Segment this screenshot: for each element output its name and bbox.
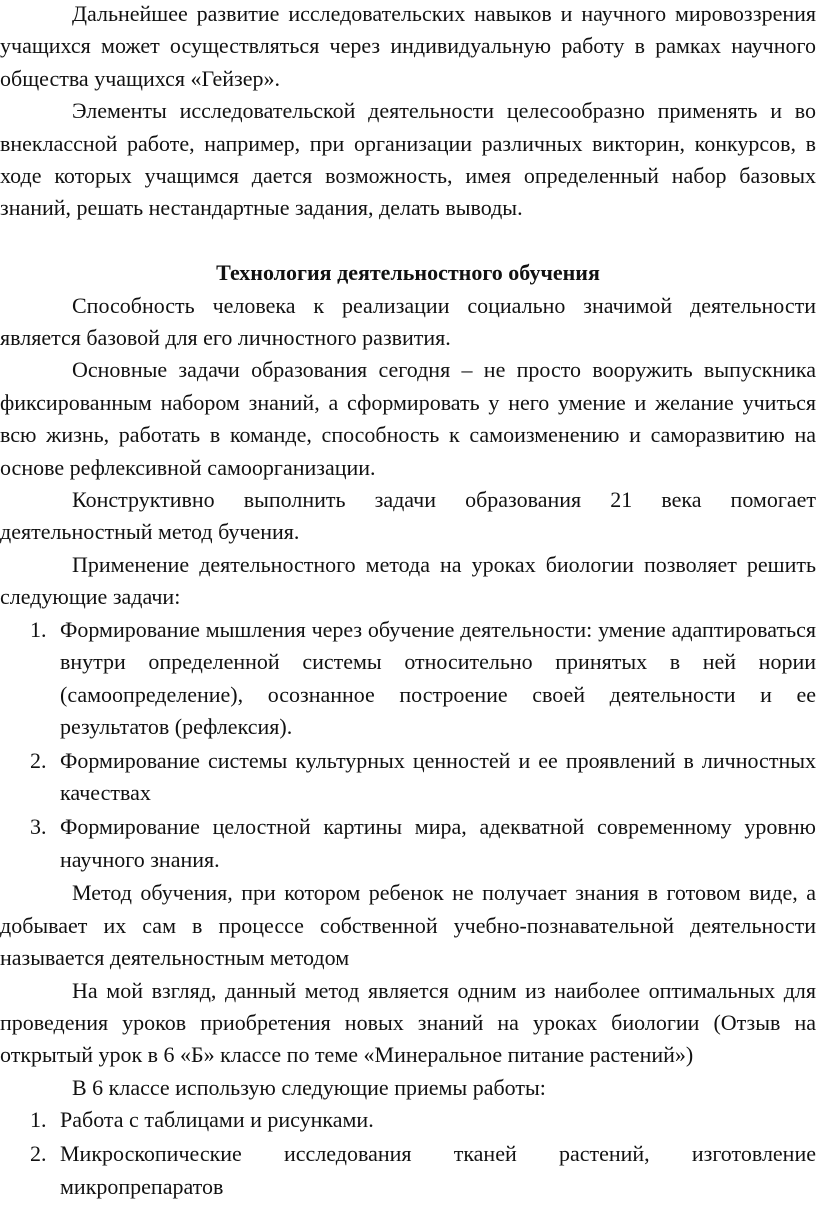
list-item-number: 3.	[30, 814, 47, 840]
paragraph-opinion: На мой взгляд, данный метод является одним из наиболее оптимальных для проведения уроков приобретения новых знаний на уроках биологии (Отзыв на открытый урок в 6 «Б» классе по теме «Минеральное питание растений»)	[0, 977, 816, 1068]
list-item-number: 1.	[30, 616, 47, 642]
list-item	[0, 1138, 816, 1203]
list-item-text: Формирование системы культурных ценностей и ее проявлений в личностных качествах	[60, 747, 816, 806]
paragraph-main-tasks: Основные задачи образования сегодня – не просто вооружить выпускника фиксированным набором знаний, а сформировать у него умение и желание учиться всю жизнь, работать в команде, способность к самоизменению и саморазвитию на основе рефлексивной самоорганизации.	[0, 357, 816, 480]
paragraph-research-skills: Дальнейшее развитие исследовательских навыков и научного мировоззрения учащихся может осуществляться через индивидуальную работу в рамках научного общества учащихся «Гейзер».	[0, 1, 816, 91]
list-item-text: Формирование целостной картины мира, адекватной современному уровню научного знания.	[60, 814, 816, 872]
list-item-text: Формирование мышления через обучение деятельности: умение адаптироваться внутри определенной системы относительно принятых в ней нории (самоопределение), осознанное построение своей деятельности и ее результатов (рефлексия).	[60, 616, 816, 739]
tasks-list	[0, 614, 816, 876]
section-heading: Технология деятельностного обучения	[216, 260, 600, 286]
list-item	[0, 1104, 816, 1136]
paragraph-application: Применение деятельностного метода на уроках биологии позволяет решить следующие задачи:	[0, 551, 816, 610]
list-item-number: 2.	[30, 747, 47, 773]
paragraph-method-definition: Метод обучения, при котором ребенок не получает знания в готовом виде, а добывает их сам в процессе собственной учебно-познавательной деятельности называется деятельностным методом	[0, 880, 816, 971]
list-item-number: 1.	[30, 1107, 47, 1133]
list-item	[0, 811, 816, 876]
list-item-number: 2.	[30, 1141, 47, 1167]
techniques-list	[0, 1104, 816, 1203]
paragraph-ability: Способность человека к реализации социально значимой деятельности является базовой для его личностного развития.	[0, 292, 816, 351]
paragraph-constructive: Конструктивно выполнить задачи образования 21 века помогает деятельностный метод бучения.	[0, 487, 816, 545]
list-item	[0, 614, 816, 744]
list-item-text: Микроскопические исследования тканей растений, изготовление микропрепаратов	[60, 1141, 816, 1199]
list-item	[0, 745, 816, 810]
paragraph-extracurricular: Элементы исследовательской деятельности целесообразно применять и во внеклассной работе, например, при организации различных викторин, конкурсов, в ходе которых учащимся дается возможность, имея определенный набор базовых знаний, решать нестандартные задания, делать выводы.	[0, 98, 816, 221]
paragraph-grade-six: В 6 классе использую следующие приемы работы:	[72, 1074, 546, 1100]
blank-line	[0, 225, 816, 257]
list-item-text: Работа с таблицами и рисунками.	[60, 1107, 374, 1133]
